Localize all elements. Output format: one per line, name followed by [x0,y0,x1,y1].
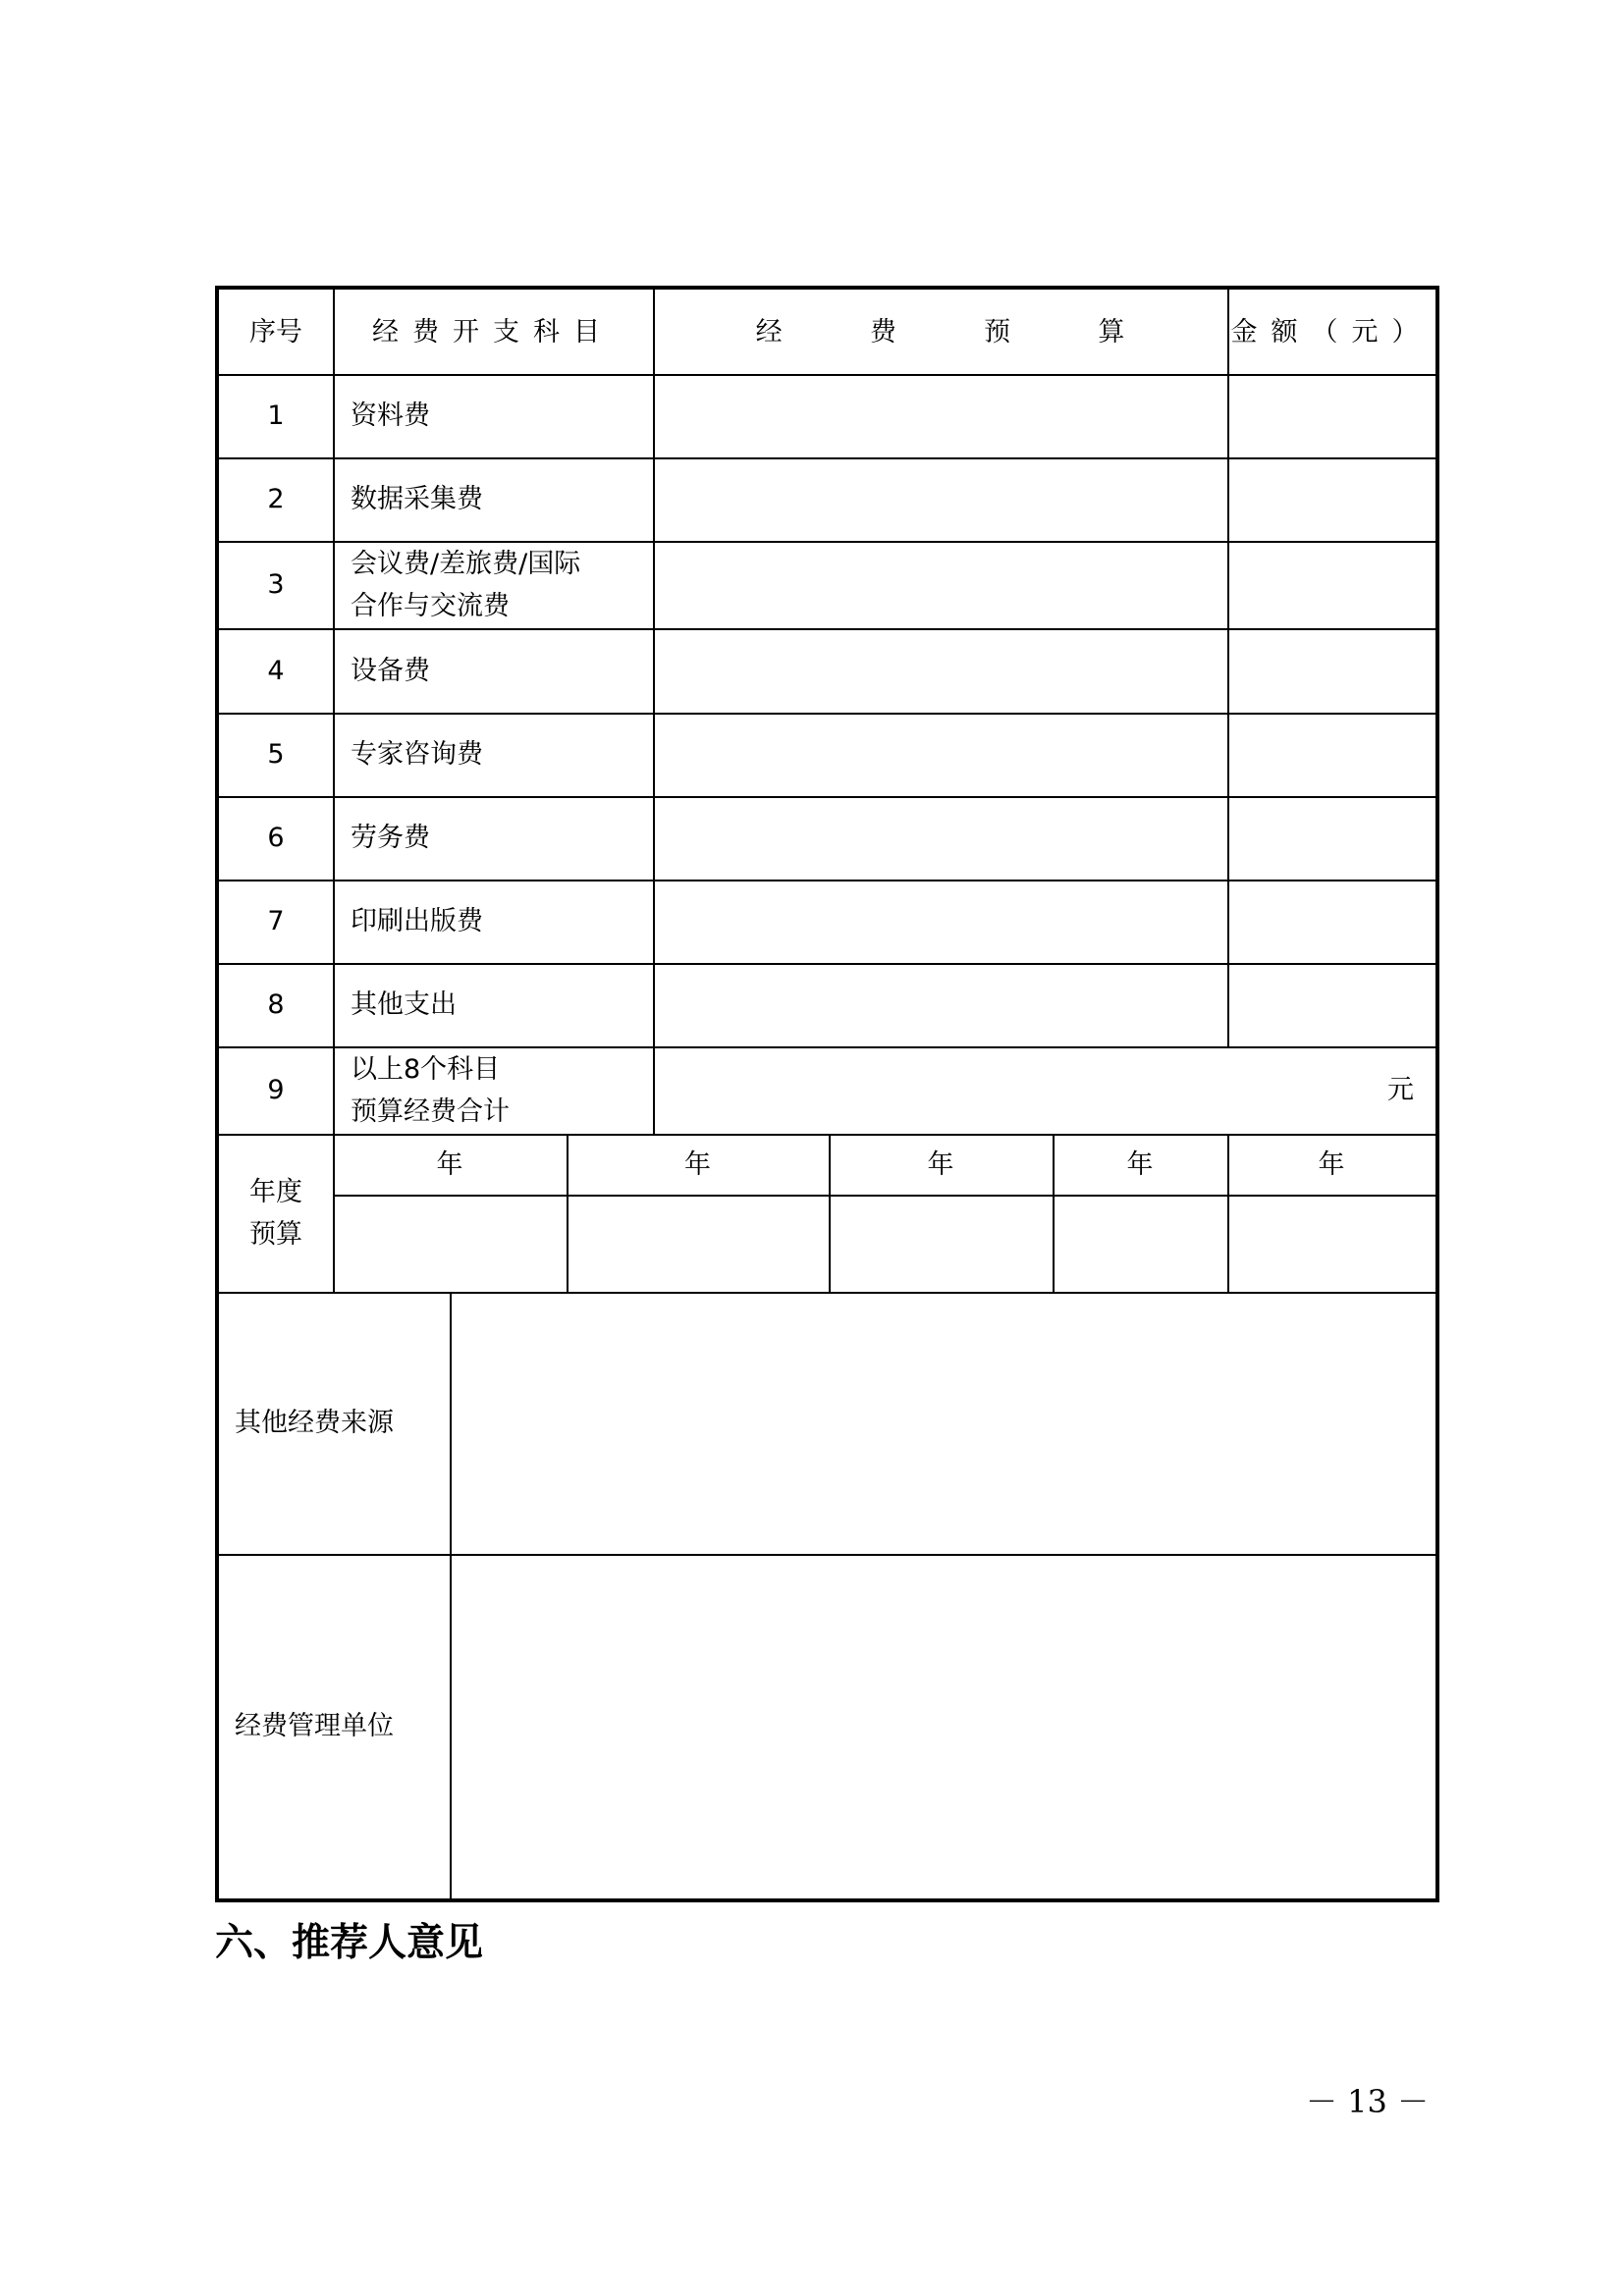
header-budget-char: 费 [869,316,896,347]
year-header: 年 [1126,1148,1154,1180]
year-header: 年 [436,1148,463,1180]
amount-cell[interactable] [1227,541,1435,628]
header-budget [653,290,1227,374]
amount-cell[interactable] [1227,628,1435,713]
amount-cell[interactable] [1227,796,1435,880]
amount-cell[interactable] [1227,713,1435,796]
row-item: 专家咨询费 [351,739,483,770]
budget-cell[interactable] [653,374,1227,457]
row-item: 资料费 [351,400,430,431]
year-value-cell[interactable] [829,1195,1053,1292]
year-value-cell[interactable] [567,1195,829,1292]
header-seq: 序号 [249,316,302,347]
other-sources-cell[interactable] [450,1292,1435,1554]
year-header: 年 [684,1148,711,1180]
row-number: 9 [267,1075,285,1105]
row-number: 4 [267,655,285,686]
row-number: 5 [267,739,285,770]
row-item: 印刷出版费 [351,906,483,936]
budget-cell[interactable] [653,796,1227,880]
year-value-cell[interactable] [1053,1195,1227,1292]
row-number: 1 [267,400,285,431]
budget-cell[interactable] [653,713,1227,796]
row-number: 3 [267,569,285,600]
header-item: 经费开支科目 [372,316,614,347]
amount-cell[interactable] [1227,374,1435,457]
total-unit: 元 [1387,1075,1414,1105]
total-item: 以上8个科目 预算经费合计 [351,1053,510,1127]
row-item: 数据采集费 [351,484,483,514]
total-amount-cell[interactable] [653,1046,1435,1134]
header-amount: 金额（元） [1230,316,1433,347]
row-item: 劳务费 [351,823,430,853]
year-header: 年 [927,1148,954,1180]
management-unit-cell[interactable] [450,1554,1435,1898]
amount-cell[interactable] [1227,880,1435,963]
budget-cell[interactable] [653,457,1227,541]
year-header: 年 [1318,1148,1345,1180]
row-number: 6 [267,823,285,853]
year-value-cell[interactable] [333,1195,567,1292]
management-unit-label: 经费管理单位 [235,1711,394,1741]
header-budget-char: 算 [1098,316,1125,347]
budget-cell[interactable] [653,628,1227,713]
header-budget-char: 预 [984,316,1011,347]
section-title: 六、推荐人意见 [215,1921,484,1965]
amount-cell[interactable] [1227,457,1435,541]
budget-cell[interactable] [653,963,1227,1046]
budget-cell[interactable] [653,541,1227,628]
page-number: － 13 － [1306,2083,1430,2120]
other-sources-label: 其他经费来源 [235,1408,394,1438]
row-item: 其他支出 [351,989,457,1020]
row-item: 会议费/差旅费/国际 合作与交流费 [351,548,581,621]
row-number: 7 [267,906,285,936]
annual-budget-label: 年度 预算 [249,1176,302,1250]
amount-cell[interactable] [1227,963,1435,1046]
budget-table [215,286,1439,1902]
budget-cell[interactable] [653,880,1227,963]
row-number: 8 [267,989,285,1020]
row-item: 设备费 [351,655,430,686]
header-budget-char: 经 [755,316,783,347]
row-number: 2 [267,484,285,514]
year-value-cell[interactable] [1227,1195,1435,1292]
